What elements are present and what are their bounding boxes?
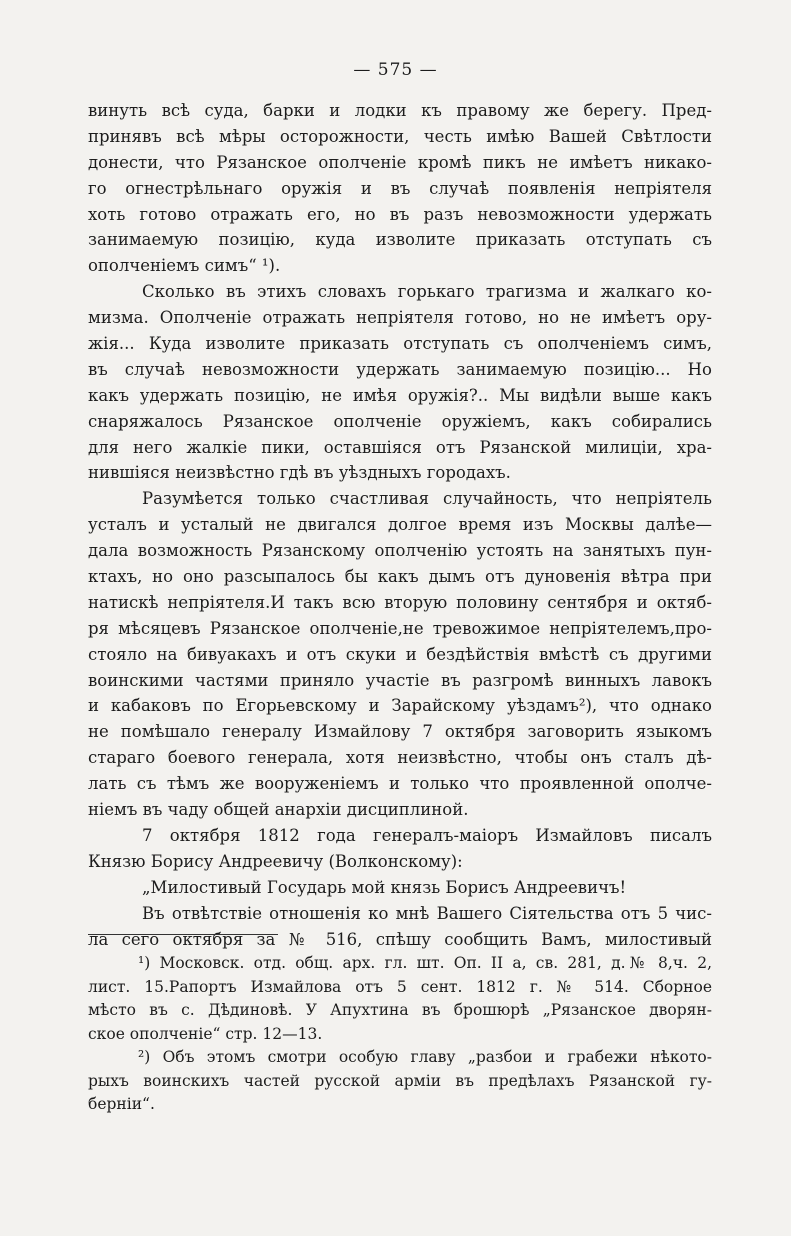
text-line: ктахъ, но оно разсыпалось бы какъ дымъ отъ дуновенія вѣтра при <box>88 567 712 587</box>
body-text <box>88 98 712 952</box>
footnote-line: ²) Объ этомъ смотри особую главу „разбои и грабежи нѣкото- <box>138 1048 712 1066</box>
text-line: ополченіемъ симъ“ ¹). <box>88 256 281 276</box>
text-line: го огнестрѣльнаго оружія и въ случаѣ появленія непріятеля <box>88 178 712 198</box>
text-line: мизма. Ополченіе отражать непріятеля готово, но не имѣетъ ору- <box>88 308 712 328</box>
text-line: занимаемую позицію, куда изволите приказать отступать съ <box>88 230 712 250</box>
footnote-line: мѣсто въ с. Дѣдиновѣ. У Апухтина въ брошюрѣ „Рязанское дворян- <box>88 1001 712 1019</box>
text-line: нившіяся неизвѣстно гдѣ въ уѣздныхъ городахъ. <box>88 463 511 483</box>
text-line: стараго боевого генерала, хотя неизвѣстно, чтобы онъ сталъ дѣ- <box>88 748 712 768</box>
text-line: 7 октября 1812 года генералъ-маіоръ Измайловъ писалъ <box>142 825 712 845</box>
text-line: какъ удержать позицію, не имѣя оружія?.. Мы видѣли выше какъ <box>88 385 712 405</box>
text-line: хоть готово отражать его, но въ разъ невозможности удержать <box>88 204 712 224</box>
text-line: снаряжалось Рязанское ополченіе оружіемъ, какъ собирались <box>88 411 712 431</box>
footnote-line: ское ополченіе“ стр. 12—13. <box>88 1024 323 1043</box>
text-line: Въ отвѣтствіе отношенія ко мнѣ Вашего Сіятельства отъ 5 чис- <box>142 903 712 923</box>
text-line: Разумѣется только счастливая случайность, что непріятель <box>142 489 712 509</box>
text-line: винуть всѣ суда, барки и лодки къ правому же берегу. Пред- <box>88 101 712 120</box>
text-line: ря мѣсяцевъ Рязанское ополченіе,не тревожимое непріятелемъ,про- <box>88 618 712 638</box>
footnote-line: берніи“. <box>88 1095 155 1113</box>
footnote-line: лист. 15.Рапортъ Измайлова отъ 5 сент. 1812 г. № 514. Сборное <box>88 977 712 996</box>
text-line: не помѣшало генералу Измайлову 7 октября заговорить языкомъ <box>88 722 712 742</box>
text-line: принявъ всѣ мѣры осторожности, честь имѣю Вашей Свѣтлости <box>88 126 712 146</box>
text-line: въ случаѣ невозможности удержать занимаемую позицію... Но <box>88 359 712 379</box>
text-line: дала возможность Рязанскому ополченію устоять на занятыхъ пун- <box>88 541 712 561</box>
text-line: для него жалкіе пики, оставшіяся отъ Рязанской милиціи, хра- <box>88 437 712 457</box>
text-line: и кабаковъ по Егорьевскому и Зарайскому уѣздамъ²), что однако <box>88 696 712 716</box>
text-line: Сколько въ этихъ словахъ горькаго трагизма и жалкаго ко- <box>142 282 712 302</box>
footnote-line: ¹) Московск. отд. общ. арх. гл. шт. Оп. II а, св. 281, д.№ 8,ч. 2, <box>138 954 712 972</box>
footnote-separator <box>88 934 278 935</box>
page-number: — 575 — <box>353 60 438 80</box>
text-line: натискѣ непріятеля.И такъ всю вторую половину сентября и октяб- <box>88 592 712 612</box>
text-line: воинскими частями приняло участіе въ разгромѣ винныхъ лавокъ <box>88 670 712 690</box>
text-line: усталъ и усталый не двигался долгое время изъ Москвы далѣе— <box>88 515 712 535</box>
text-line: Князю Борису Андреевичу (Волконскому): <box>88 851 463 871</box>
text-line: донести, что Рязанское ополченіе кромѣ пикъ не имѣетъ никако- <box>88 152 712 172</box>
footnotes <box>88 952 712 1117</box>
text-line: лать съ тѣмъ же вооруженіемъ и только что проявленной ополче- <box>88 774 712 794</box>
text-line: стояло на бивуакахъ и отъ скуки и бездѣйствія вмѣстѣ съ другими <box>88 644 712 664</box>
text-line: жія... Куда изволите приказать отступать съ ополченіемъ симъ, <box>88 334 712 354</box>
text-line: ла сего октября за № 516, спѣшу сообщить Вамъ, милостивый <box>88 929 712 949</box>
footnote-line: рыхъ воинскихъ частей русской арміи въ предѣлахъ Рязанской гу- <box>88 1071 712 1090</box>
text-line: ніемъ въ чаду общей анархіи дисциплиной. <box>88 800 469 820</box>
text-line: „Милостивый Государь мой князь Борисъ Андреевичъ! <box>142 877 627 897</box>
